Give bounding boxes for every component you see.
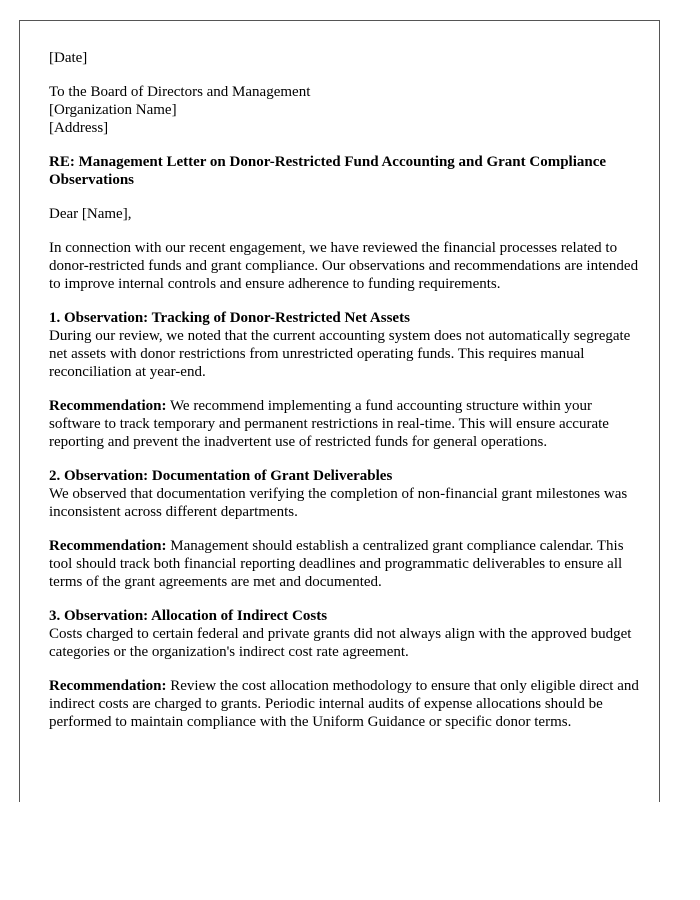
observation-section-1 xyxy=(49,309,639,381)
recommendation-label: Recommendation: xyxy=(49,398,167,414)
recommendation-paragraph-3 xyxy=(49,677,639,731)
recommendation-text: Management should establish a centralized grant compliance calendar. This tool should track both financial reporting deadlines and programmatic deliverables to ensure all terms of the grant agreements are met and documented. xyxy=(49,538,624,590)
observation-section-3 xyxy=(49,607,639,661)
letter-content xyxy=(49,49,639,747)
recipient-address: [Address] xyxy=(49,120,109,136)
recommendation-paragraph-2 xyxy=(49,537,639,591)
recipient-line: To the Board of Directors and Management xyxy=(49,84,311,100)
recipient-block xyxy=(49,83,639,137)
observation-text: During our review, we noted that the current accounting system does not automatically segregate net assets with donor restrictions from unrestricted operating funds. This requires manual reconciliation at year-end. xyxy=(49,328,631,380)
intro-paragraph: In connection with our recent engagement, we have reviewed the financial processes related to donor-restricted funds and grant compliance. Our observations and recommendations are intended to improve internal controls and ensure adherence to funding requirements. xyxy=(49,240,639,292)
observation-section-2 xyxy=(49,467,639,521)
recommendation-paragraph-1 xyxy=(49,397,639,451)
observation-heading: 3. Observation: Allocation of Indirect Costs xyxy=(49,608,328,624)
observation-heading: 1. Observation: Tracking of Donor-Restricted Net Assets xyxy=(49,310,410,326)
letter-date: [Date] xyxy=(49,50,88,66)
recommendation-label: Recommendation: xyxy=(49,538,167,554)
subject-line: RE: Management Letter on Donor-Restricted Fund Accounting and Grant Compliance Observations xyxy=(49,154,607,188)
recipient-organization: [Organization Name] xyxy=(49,102,177,118)
recommendation-label: Recommendation: xyxy=(49,678,167,694)
observation-text: Costs charged to certain federal and private grants did not always align with the approved budget categories or the organization's indirect cost rate agreement. xyxy=(49,626,632,660)
recommendation-text: Review the cost allocation methodology to ensure that only eligible direct and indirect costs are charged to grants. Periodic internal audits of expense allocations should be performed to maintain compliance with the Uniform Guidance or specific donor terms. xyxy=(49,678,639,730)
observation-text: We observed that documentation verifying the completion of non-financial grant milestones was inconsistent across different departments. xyxy=(49,486,628,520)
recommendation-text: We recommend implementing a fund accounting structure within your software to track temporary and permanent restrictions in real-time. This will ensure accurate reporting and prevent the inadvertent use of restricted funds for general operations. xyxy=(49,398,609,450)
observation-heading: 2. Observation: Documentation of Grant Deliverables xyxy=(49,468,393,484)
salutation: Dear [Name], xyxy=(49,206,132,222)
letter-page xyxy=(19,20,660,802)
